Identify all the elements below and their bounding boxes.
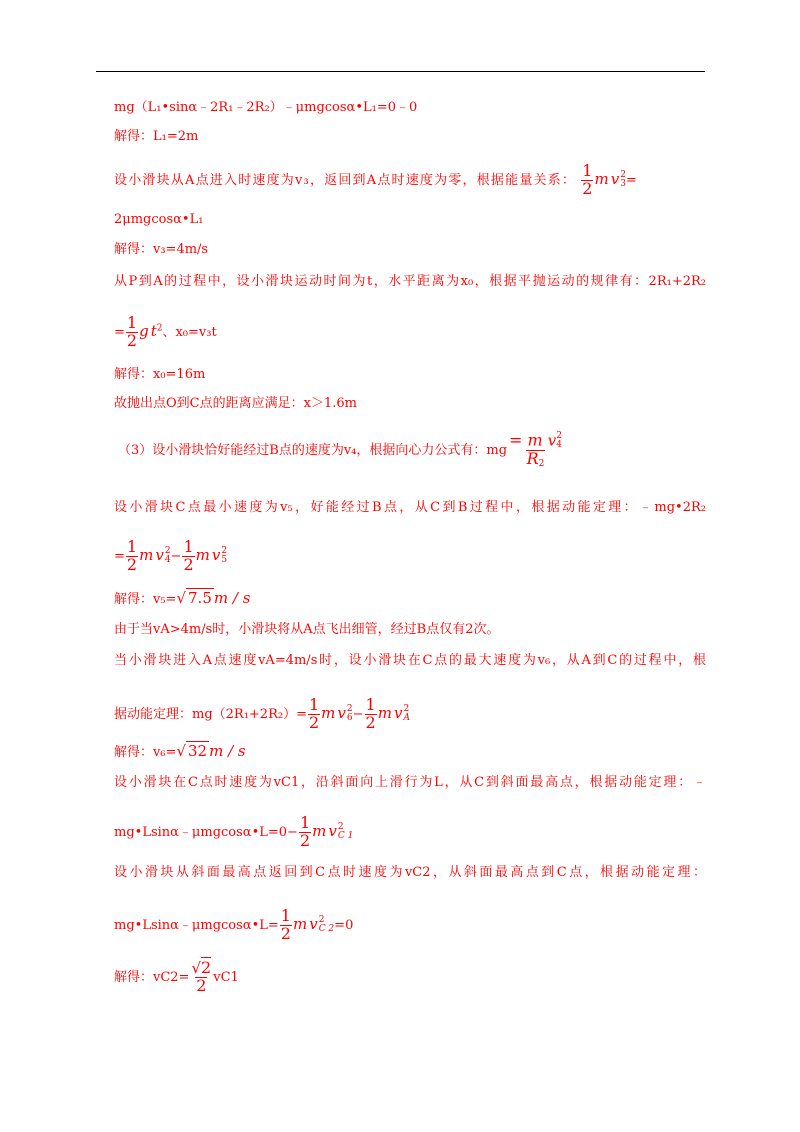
eq-l21: 解得：vC2= $\frac{√2}{2}$ vC1 <box>114 958 239 995</box>
radicand-v5: 7.5 <box>188 589 212 607</box>
text-l3-body: 设小滑块从A点进入时速度为v₃，返回到A点时速度为零，根据能量关系： <box>114 172 577 188</box>
text-l17: 设小滑块在C点时速度为vC1，沿斜面向上滑行为L，从C到斜面最高点，根据动能定理：﹣ <box>114 775 706 790</box>
eq-l11b: = $\frac{1}{2}$ m v 2 4 − $\frac{1}{2}$ m v 2 5 <box>114 537 228 574</box>
text-l3: 设小滑块从A点进入时速度为v₃，返回到A点时速度为零，根据能量关系： $\frac{1}{2}$ m v 2 3 = <box>114 161 637 198</box>
fraction-half: $\frac{1}{2}$ <box>126 313 138 350</box>
eq-l8: 解得：x₀=16m <box>114 367 206 382</box>
text-l11: 设小滑块C点最小速度为v₅，好能经过B点，从C到B过程中，根据动能定理：﹣mg•2R₂ <box>114 500 706 515</box>
text-l14: 当小滑块进入A点速度vA=4m/s时，设小滑块在C点的最大速度为v₆，从A到C的过程中，根 <box>114 653 706 668</box>
text-l13: 由于当vA>4m/s时，小滑块将从A点飞出细管，经过B点仅有2次。 <box>114 622 500 637</box>
text-l9: 故抛出点O到C点的距离应满足：x＞1.6m <box>114 396 357 411</box>
eq-l5: 解得：v₃=4m/s <box>114 242 209 257</box>
eq-l7-tail: 、x₀=v₃t <box>162 324 217 340</box>
eq-l16: 解得：v₆=√ 32 m / s <box>114 742 246 760</box>
header-rule <box>96 71 705 72</box>
text-l19: 设小滑块从斜面最高点返回到C点时速度为vC2，从斜面最高点到C点，根据动能定理： <box>114 865 706 880</box>
text-l10 <box>118 432 564 469</box>
text-l10-body: （3）设小滑块恰好能经过B点的速度为v₄，根据向心力公式有：mg <box>118 443 508 459</box>
eq-l1: mg（L₁•sinα﹣2R₁﹣2R₂）﹣μmgcosα•L₁=0﹣0 <box>114 100 418 115</box>
text-l6: 从P到A的过程中，设小滑块运动时间为t，水平距离为x₀，根据平抛运动的规律有：2R₁+2R₂ <box>114 274 706 289</box>
eq-l20: mg•Lsinα﹣μmgcosα•L= $\frac{1}{2}$ m v 2 C 2 =0 <box>114 906 354 943</box>
eq-l4: 2μmgcosα•L₁ <box>114 212 204 227</box>
fraction-half: $\frac{1}{2}$ <box>582 161 593 198</box>
radicand-v6: 32 <box>188 742 208 760</box>
eq-l15: 据动能定理：mg（2R₁+2R₂）= $\frac{1}{2}$ m v 2 6 − $\frac{1}{2}$ m v 2 A <box>114 695 410 732</box>
eq-l7: = $\frac{1}{2}$ g $t^2$、x₀=v₃t <box>114 313 217 350</box>
eq-l18: mg•Lsinα﹣μmgcosα•L=0− $\frac{1}{2}$ m v 2 C 1 <box>114 813 354 850</box>
eq-l2: 解得：L₁=2m <box>114 129 199 144</box>
fraction-centripetal: = m v 2 4 $R_2$ <box>509 430 563 469</box>
eq-l12: 解得：v₅=√ 7.5 m / s <box>114 589 251 607</box>
